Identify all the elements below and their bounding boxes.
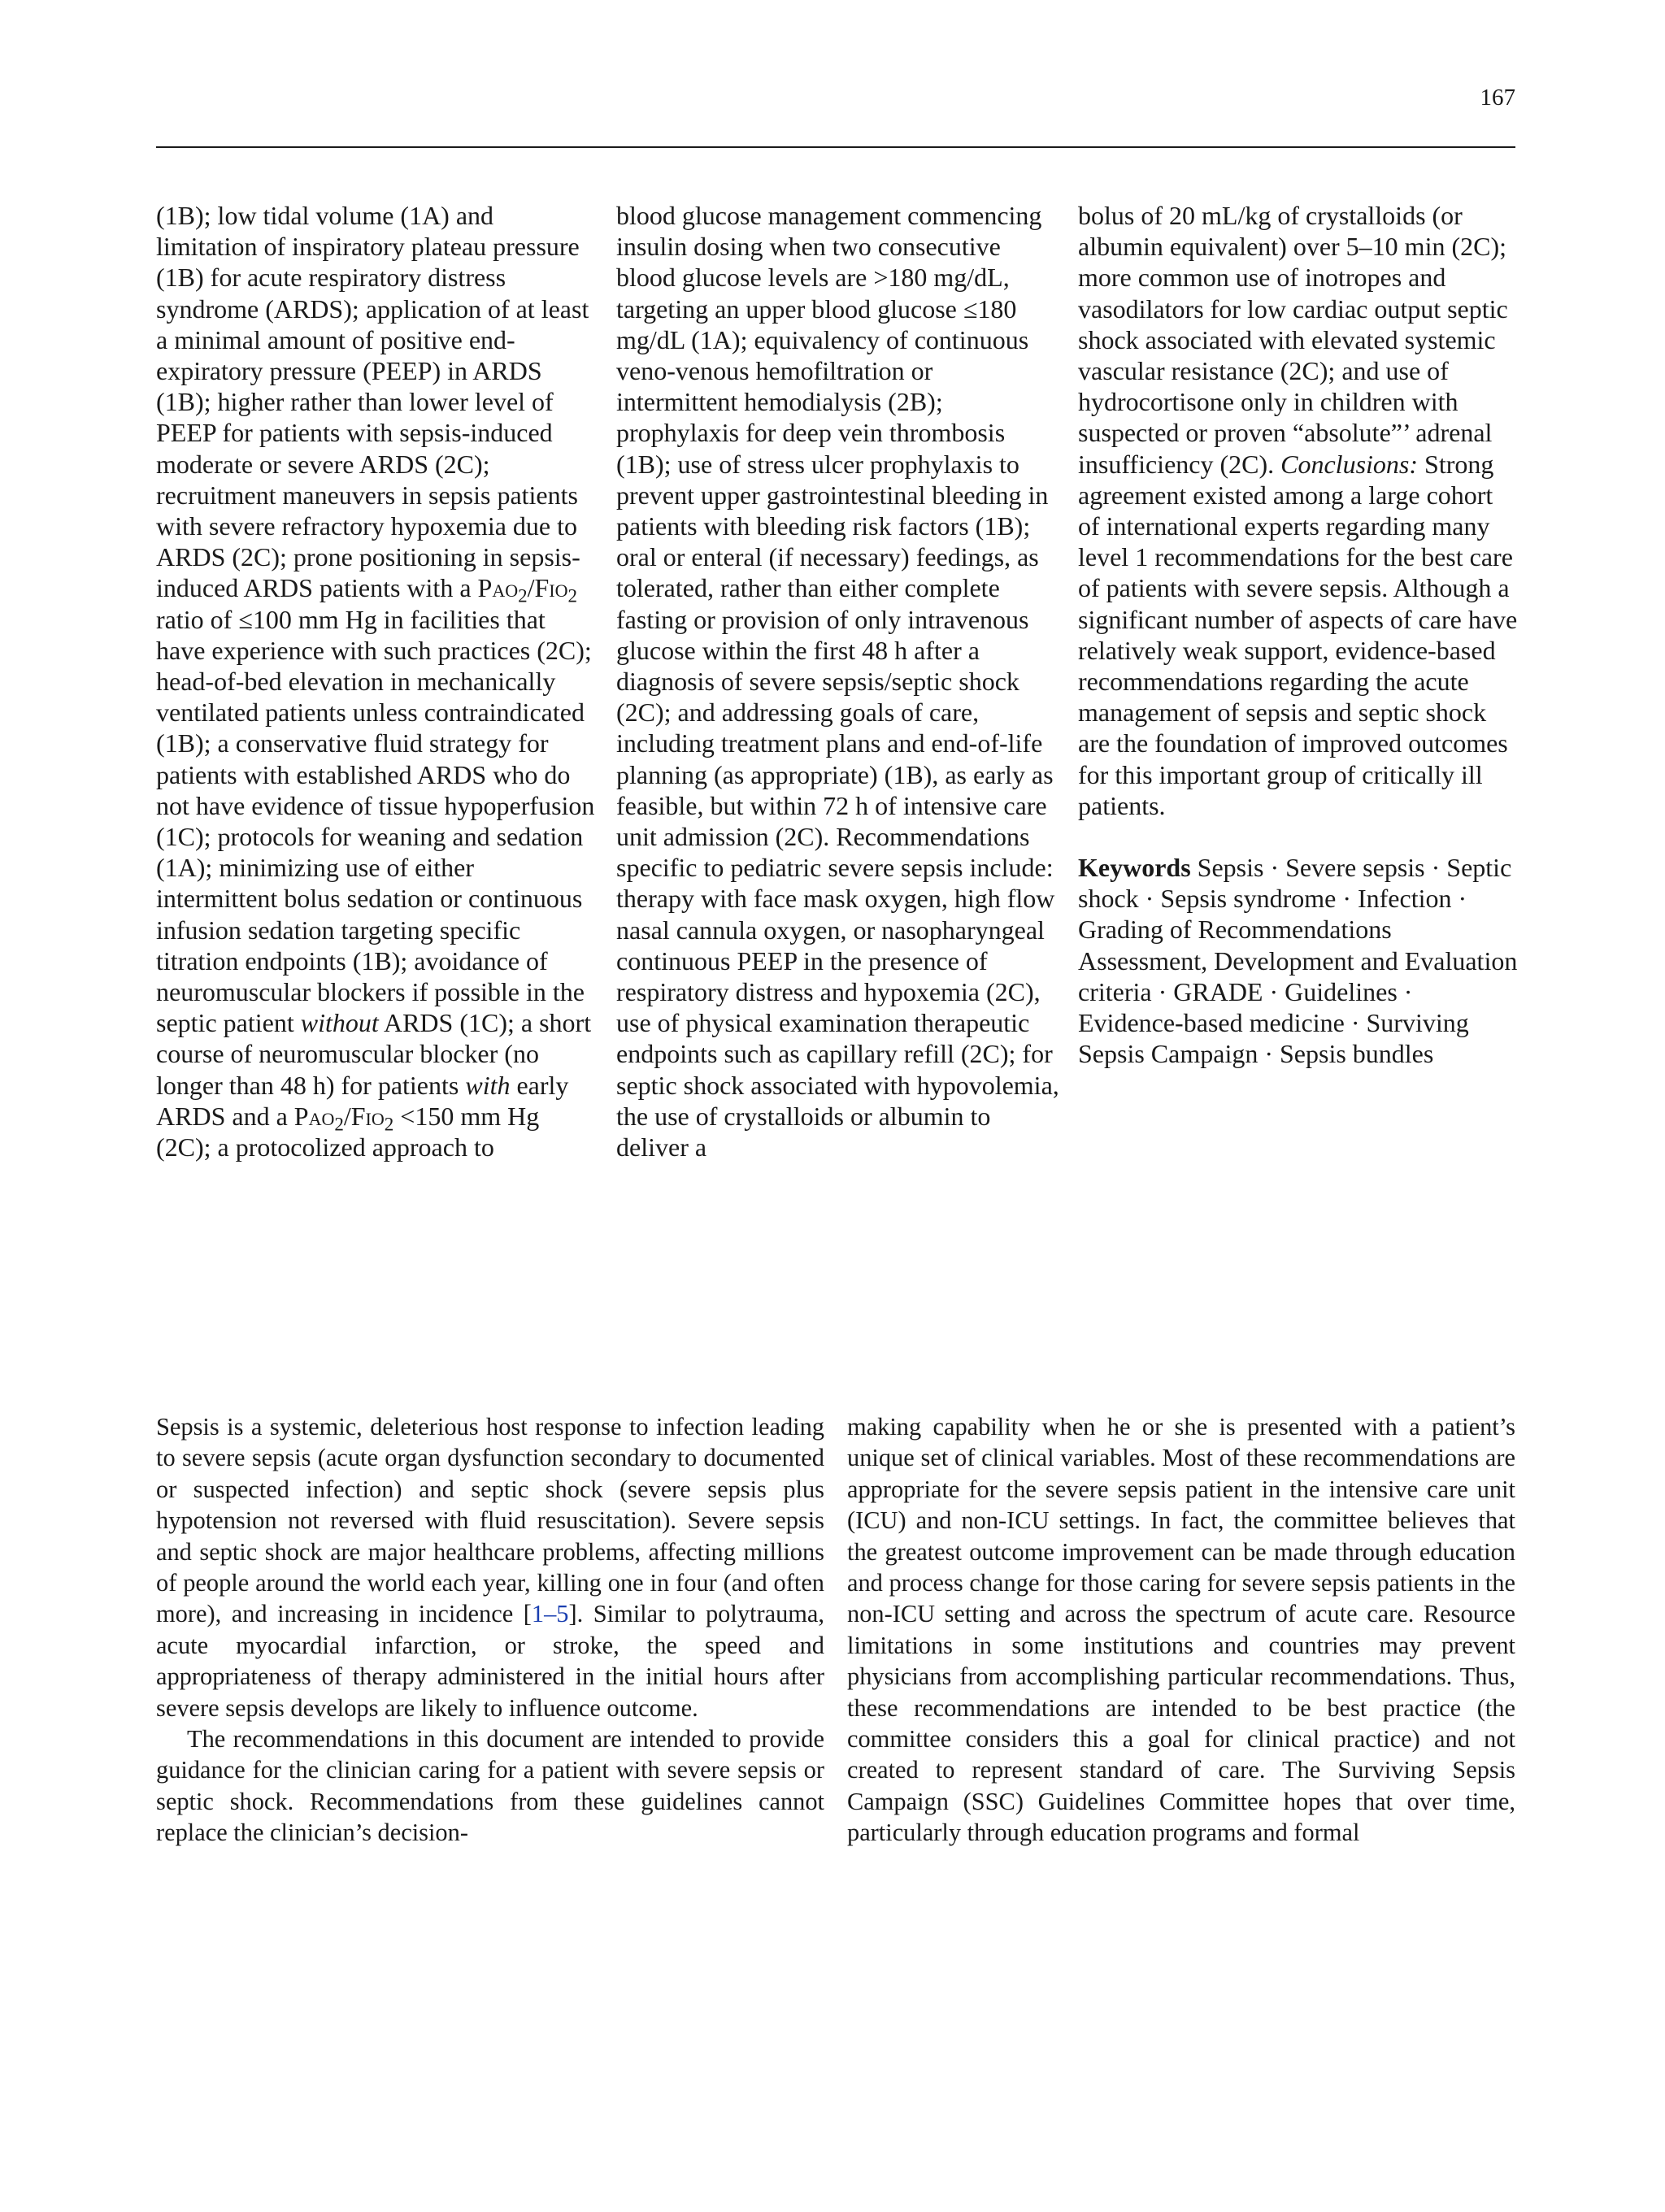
keywords-label: Keywords <box>1078 853 1191 883</box>
body-column-1 <box>156 1411 824 1849</box>
fio-term: /Fio <box>343 1101 385 1131</box>
abstract-text: (1B); low tidal volume (1A) and limitation of inspiratory plateau pressure (1B) for acute respiratory distress syndrome (ARDS); application of at least a minimal amount of positive end-expiratory pressure (PEEP) in ARDS (1B); higher rather than lower level of PEEP for patients with sepsis-induced moderate or severe ARDS (2C); recruitment maneuvers in sepsis patients with severe refractory hypoxemia due to ARDS (2C); prone positioning in sepsis-induced ARDS patients with a <box>156 201 589 603</box>
subscript: 2 <box>567 585 578 606</box>
abstract-paragraph <box>156 200 595 1162</box>
header-rule <box>156 146 1515 148</box>
body-text: Sepsis is a systemic, deleterious host response to infection leading to severe sepsis (acute organ dysfunction secondary to documented or suspected infection) and septic shock (severe sepsis plus hypotension not reversed with fluid resuscitation). Severe sepsis and septic shock are major healthcare problems, affecting millions of people around the world each year, killing one in four (and often more), and increasing in incidence [ <box>156 1413 824 1628</box>
body-text: ]. Similar to polytrauma, acute myocardial infarction, or stroke, the speed and appropriateness of therapy administered in the initial hours after severe sepsis develops are likely to influence outcome. <box>156 1600 824 1722</box>
pao-term: Pao <box>293 1101 335 1131</box>
abstract-text: <150 mm Hg (2C); a protocolized approach to <box>156 1101 540 1162</box>
body-column-2 <box>847 1411 1515 1849</box>
abstract-text: early ARDS and a <box>156 1070 569 1131</box>
keywords-list: Sepsis · Severe sepsis · Septic shock · Sepsis syndrome · Infection · Grading of Recommendations Assessment, Development and Evaluation criteria · GRADE · Guidelines · Evidence-based medicine · Surviving Sepsis Campaign · Sepsis bundles <box>1078 853 1518 1069</box>
abstract-text: ratio of ≤100 mm Hg in facilities that have experience with such practices (2C); head-of-bed elevation in mechanically ventilated patients unless contraindicated (1B); a conservative fluid strategy for patients with established ARDS who do not have evidence of tissue hypoperfusion (1C); protocols for weaning and sedation (1A); minimizing use of either intermittent bolus sedation or continuous infusion sedation targeting specific titration endpoints (1B); avoidance of neuromuscular blockers if possible in the septic patient <box>156 604 595 1038</box>
body-paragraph-1 <box>156 1411 824 1723</box>
page-number: 167 <box>1480 85 1515 111</box>
conclusions-label: Conclusions: <box>1280 449 1419 479</box>
citation-link[interactable]: 1–5 <box>531 1600 569 1628</box>
abstract-text: ARDS (1C); a short course of neuromuscular blocker (no longer than 48 h) for patients <box>156 1008 592 1100</box>
subscript: 2 <box>518 585 528 606</box>
abstract-text: Strong agreement existed among a large cohort of international experts regarding many level 1 recommendations for the best care of patients with severe sepsis. Although a significant number of aspects of care have relatively weak support, evidence-based recommendations regarding the acute management of sepsis and septic shock are the foundation of improved outcomes for this important group of critically ill patients. <box>1078 449 1518 820</box>
abstract-paragraph <box>1078 200 1520 821</box>
emphasis-without: without <box>300 1008 379 1038</box>
fio-term: /Fio <box>527 573 568 603</box>
pao-term: Pao <box>477 573 519 603</box>
keywords <box>1078 852 1520 1069</box>
abstract-column-2 <box>616 200 1060 1162</box>
abstract-column-3 <box>1078 200 1520 1069</box>
body-paragraph-3: making capability when he or she is presented with a patient’s unique set of clinical variables. Most of these recommendations are appropriate for the severe sepsis patient in the intensive care unit (ICU) and non-ICU settings. In fact, the committee believes that the greatest outcome improvement can be made through education and process change for those caring for severe sepsis patients in the non-ICU setting and across the spectrum of acute care. Resource limitations in some institutions and countries may prevent physicians from accomplishing particular recommendations. Thus, these recommendations are intended to be best practice (the committee considers this a goal for clinical practice) and not created to represent standard of care. The Surviving Sepsis Campaign (SSC) Guidelines Committee hopes that over time, particularly through education programs and formal <box>847 1413 1515 1847</box>
abstract-column-1 <box>156 200 595 1162</box>
emphasis-with: with <box>465 1070 511 1100</box>
body-paragraph-2: The recommendations in this document are intended to provide guidance for the clinician caring for a patient with severe sepsis or septic shock. Recommendations from these guidelines cannot replace the clinician’s decision- <box>156 1725 824 1847</box>
subscript: 2 <box>334 1113 344 1135</box>
subscript: 2 <box>384 1113 394 1135</box>
abstract-paragraph: blood glucose management commencing insulin dosing when two consecutive blood glucose levels are >180 mg/dL, targeting an upper blood glucose ≤180 mg/dL (1A); equivalency of continuous veno-venous hemofiltration or intermittent hemodialysis (2B); prophylaxis for deep vein thrombosis (1B); use of stress ulcer prophylaxis to prevent upper gastrointestinal bleeding in patients with bleeding risk factors (1B); oral or enteral (if necessary) feedings, as tolerated, rather than either complete fasting or provision of only intravenous glucose within the first 48 h after a diagnosis of severe sepsis/septic shock (2C); and addressing goals of care, including treatment plans and end-of-life planning (as appropriate) (1B), as early as feasible, but within 72 h of intensive care unit admission (2C). Recommendations specific to pediatric severe sepsis include: therapy with face mask oxygen, high flow nasal cannula oxygen, or nasopharyngeal continuous PEEP in the presence of respiratory distress and hypoxemia (2C), use of physical examination therapeutic endpoints such as capillary refill (2C); for septic shock associated with hypovolemia, the use of crystalloids or albumin to deliver a <box>616 201 1059 1162</box>
abstract-text: bolus of 20 mL/kg of crystalloids (or albumin equivalent) over 5–10 min (2C); more common use of inotropes and vasodilators for low cardiac output septic shock associated with elevated systemic vascular resistance (2C); and use of hydrocortisone only in children with suspected or proven “absolute”’ adrenal insufficiency (2C). <box>1078 201 1508 479</box>
